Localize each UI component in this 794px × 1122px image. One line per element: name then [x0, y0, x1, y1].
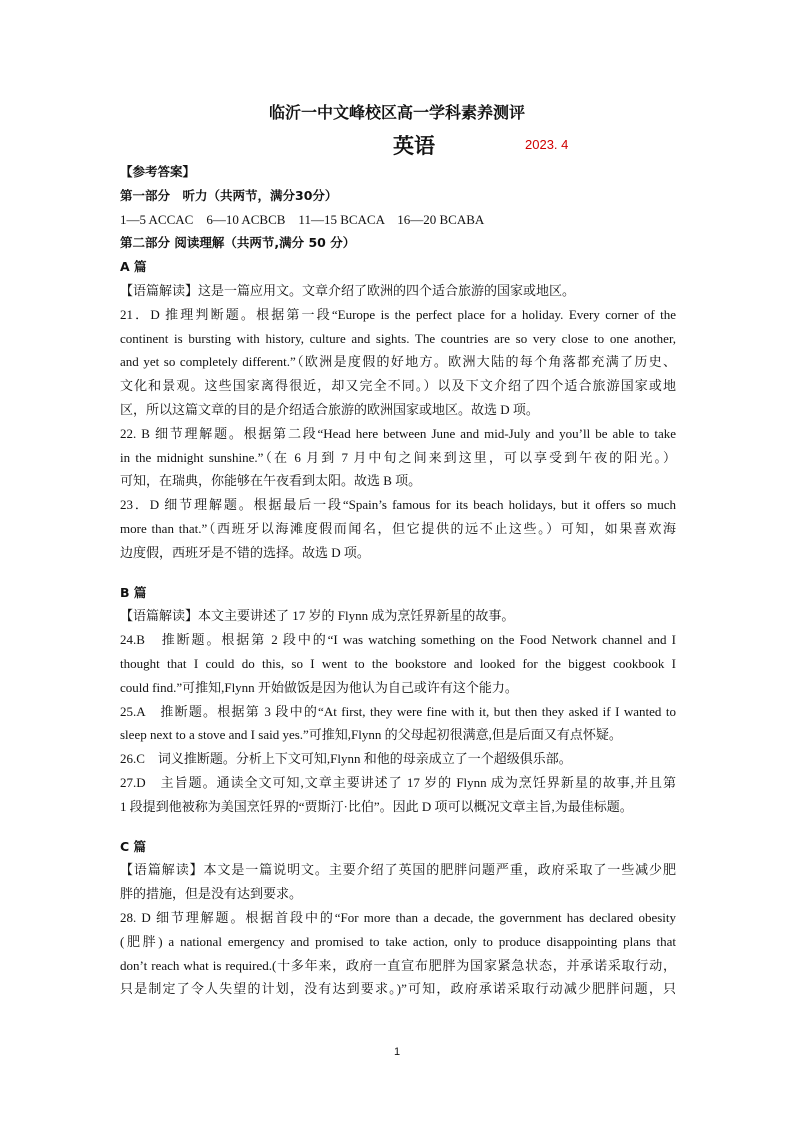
listening-answers: 1—5 ACCAC 6—10 ACBCB 11—15 BCACA 16—20 BCABA	[120, 211, 485, 227]
section-b-line: 27.D 主旨题。通读全文可知,文章主要讲述了 17 岁的 Flynn 成为烹饪界新星的故事,并且第	[120, 774, 676, 790]
section-a-line: 22. B 细节理解题。根据第二段“Head here between June and mid-July and you’ll be able to take	[120, 425, 676, 441]
section-c-line: don’t reach what is required.(十多年来，政府一直宣布肥胖为国家紧急状态，并承诺采取行动，	[120, 957, 676, 973]
section-a-line: continent is bursting with history, culture and sights. The countries are so very close to one another,	[120, 330, 676, 346]
section-a-line: 可知，在瑞典，你能够在午夜看到太阳。故选 B 项。	[120, 473, 422, 489]
section-c-line: (肥胖) a national emergency and promised to take action, only to produce disappointing plans that	[120, 933, 676, 949]
exam-date: 2023. 4	[525, 137, 569, 152]
section-a-line: 【语篇解读】这是一篇应用文。文章介绍了欧洲的四个适合旅游的国家或地区。	[120, 282, 576, 298]
section-a-line: in the midnight sunshine.”（在 6 月到 7 月中旬之间来到这里，可以享受到午夜的阳光。）	[120, 449, 676, 465]
section-a-line: 边度假，西班牙是不错的选择。故选 D 项。	[120, 544, 370, 560]
section-b-line: 26.C 词义推断题。分析上下文可知,Flynn 和他的母亲成立了一个超级俱乐部。	[120, 751, 572, 767]
section-a-line: 文化和景观。这些国家离得很近，却又完全不同。）以及下文介绍了四个适合旅游国家或地	[120, 378, 676, 394]
section-c-line: 28. D 细节理解题。根据首段中的“For more than a decade, the government has declared obesity	[120, 909, 676, 925]
section-b-line: thought that I could do this, so I went to the bookstore and looked for the biggest cookbook I	[120, 655, 676, 671]
section-a-line: 23．D 细节理解题。根据最后一段“Spain’s famous for its beach holidays, but it offers so much	[120, 497, 676, 513]
page-number: 1	[393, 1046, 401, 1058]
section-b-line: 【语篇解读】本文主要讲述了 17 岁的 Flynn 成为烹饪界新星的故事。	[120, 608, 515, 624]
document-body	[120, 160, 676, 1001]
section-a-line: 21．D 推理判断题。根据第一段“Europe is the perfect place for a holiday. Every corner of the	[120, 306, 676, 322]
part1-heading: 第一部分 听力（共两节，满分30分）	[120, 187, 338, 203]
section-b-line: sleep next to a stove and I said yes.”可推知,Flynn 的父母起初很满意,但是后面又有点怀疑。	[120, 727, 622, 743]
section-c-line: 只是制定了令人失望的计划，没有达到要求。)”可知，政府承诺采取行动减少肥胖问题，只	[120, 981, 676, 997]
answer-heading: 【参考答案】	[120, 164, 196, 179]
section-c-line: 【语篇解读】本文是一篇说明文。主要介绍了英国的肥胖问题严重，政府采取了一些减少肥	[120, 862, 676, 878]
section-b-heading: B 篇	[120, 584, 147, 600]
section-a-heading: A 篇	[120, 259, 147, 275]
subject-title: 英语	[393, 134, 435, 158]
section-b-line: 24.B 推断题。根据第 2 段中的“I was watching something on the Food Network channel and I	[120, 632, 676, 648]
section-b-line: 25.A 推断题。根据第 3 段中的“At first, they were fine with it, but then they asked if I wanted to	[120, 703, 676, 719]
section-a-line: more than that.”（西班牙以海滩度假而闻名，但它提供的远不止这些。）可知，如果喜欢海	[120, 520, 676, 536]
section-b-line: 1 段提到他被称为美国烹饪界的“贾斯汀·比伯”。因此 D 项可以概况文章主旨,为最佳标题。	[120, 798, 633, 814]
section-c-line: 胖的措施，但是没有达到要求。	[120, 886, 303, 902]
section-c-heading: C 篇	[120, 838, 147, 854]
document-title: 临沂一中文峰校区高一学科素养测评	[268, 103, 525, 122]
part2-heading: 第二部分 阅读理解（共两节,满分 50 分）	[120, 235, 356, 251]
section-a-line: and yet so completely different.”（欧洲是度假的好地方。欧洲大陆的每个角落都充满了历史、	[120, 354, 676, 370]
section-b-line: could find.”可推知,Flynn 开始做饭是因为他认为自己或许有这个能力。	[120, 679, 518, 695]
section-a-line: 区，所以这篇文章的目的是介绍适合旅游的欧洲国家或地区。故选 D 项。	[120, 401, 539, 417]
